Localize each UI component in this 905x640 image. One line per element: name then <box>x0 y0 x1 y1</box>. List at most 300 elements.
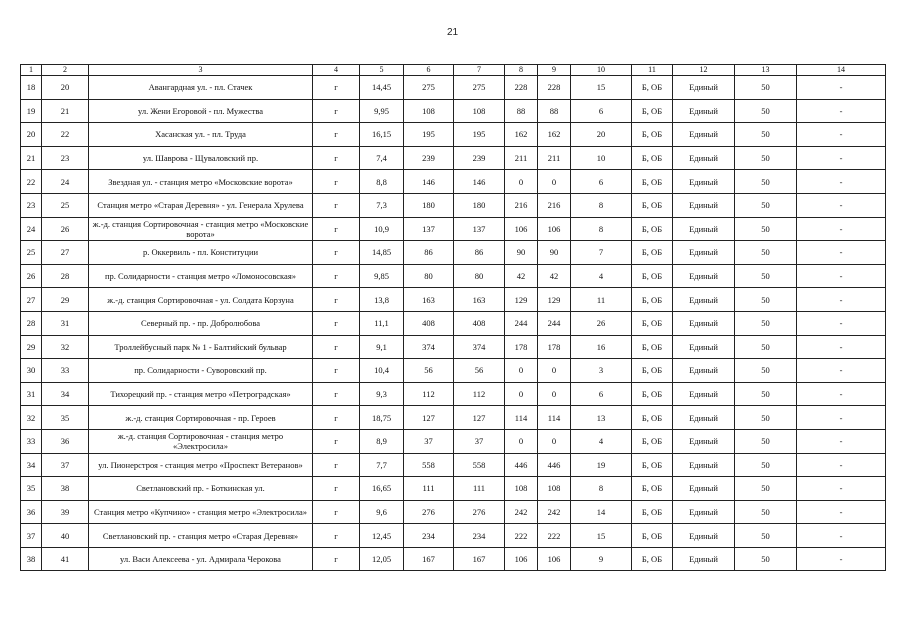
low-floor-total-cell: 129 <box>505 288 538 312</box>
row-index-cell: 33 <box>21 429 42 453</box>
route-length-cell: 7,3 <box>360 193 404 217</box>
note-cell: - <box>797 406 886 430</box>
route-name-cell: ул. Шаврова - Щуваловский пр. <box>89 146 313 170</box>
note-cell: - <box>797 76 886 100</box>
low-floor-total-cell: 244 <box>505 311 538 335</box>
note-cell: - <box>797 146 886 170</box>
table-row <box>21 241 886 265</box>
percent-cell: 50 <box>735 429 797 453</box>
capacity-class-cell: 558 <box>454 453 505 477</box>
capacity-total-cell: 275 <box>404 76 454 100</box>
route-number-cell: 29 <box>42 288 89 312</box>
note-cell: - <box>797 193 886 217</box>
route-name-cell: ж.-д. станция Сортировочная - ул. Солдата Корзуна <box>89 288 313 312</box>
capacity-total-cell: 127 <box>404 406 454 430</box>
route-length-cell: 12,45 <box>360 524 404 548</box>
vehicle-count-cell: 10 <box>571 146 632 170</box>
note-cell: - <box>797 382 886 406</box>
low-floor-class-cell: 242 <box>538 500 571 524</box>
low-floor-total-cell: 242 <box>505 500 538 524</box>
tariff-cell: Единый <box>673 146 735 170</box>
low-floor-class-cell: 178 <box>538 335 571 359</box>
column-header: 2 <box>42 65 89 76</box>
tariff-cell: Единый <box>673 382 735 406</box>
percent-cell: 50 <box>735 500 797 524</box>
low-floor-total-cell: 90 <box>505 241 538 265</box>
capacity-total-cell: 408 <box>404 311 454 335</box>
table-row <box>21 170 886 194</box>
route-number-cell: 37 <box>42 453 89 477</box>
capacity-total-cell: 56 <box>404 359 454 383</box>
low-floor-total-cell: 162 <box>505 123 538 147</box>
vehicle-count-cell: 14 <box>571 500 632 524</box>
route-name-cell: Светлановский пр. - Боткинская ул. <box>89 477 313 501</box>
route-name-cell: ул. Жени Егоровой - пл. Мужества <box>89 99 313 123</box>
low-floor-total-cell: 0 <box>505 382 538 406</box>
table-row <box>21 382 886 406</box>
capacity-total-cell: 163 <box>404 288 454 312</box>
low-floor-class-cell: 114 <box>538 406 571 430</box>
low-floor-total-cell: 0 <box>505 359 538 383</box>
low-floor-class-cell: 0 <box>538 429 571 453</box>
capacity-class-cell: 86 <box>454 241 505 265</box>
row-index-cell: 31 <box>21 382 42 406</box>
low-floor-class-cell: 446 <box>538 453 571 477</box>
vehicle-class-cell: Б, ОБ <box>632 217 673 241</box>
tariff-cell: Единый <box>673 406 735 430</box>
row-index-cell: 28 <box>21 311 42 335</box>
route-length-cell: 14,85 <box>360 241 404 265</box>
capacity-total-cell: 195 <box>404 123 454 147</box>
route-type-cell: г <box>313 359 360 383</box>
route-number-cell: 28 <box>42 264 89 288</box>
tariff-cell: Единый <box>673 193 735 217</box>
table-row <box>21 429 886 453</box>
row-index-cell: 22 <box>21 170 42 194</box>
column-header: 12 <box>673 65 735 76</box>
percent-cell: 50 <box>735 99 797 123</box>
table-row <box>21 359 886 383</box>
vehicle-count-cell: 15 <box>571 76 632 100</box>
capacity-class-cell: 167 <box>454 547 505 571</box>
capacity-total-cell: 111 <box>404 477 454 501</box>
low-floor-total-cell: 106 <box>505 547 538 571</box>
row-index-cell: 32 <box>21 406 42 430</box>
note-cell: - <box>797 453 886 477</box>
capacity-total-cell: 146 <box>404 170 454 194</box>
capacity-class-cell: 239 <box>454 146 505 170</box>
low-floor-class-cell: 211 <box>538 146 571 170</box>
route-length-cell: 13,8 <box>360 288 404 312</box>
route-length-cell: 16,65 <box>360 477 404 501</box>
route-name-cell: р. Оккервиль - пл. Конституции <box>89 241 313 265</box>
table-row <box>21 335 886 359</box>
percent-cell: 50 <box>735 288 797 312</box>
row-index-cell: 20 <box>21 123 42 147</box>
route-type-cell: г <box>313 406 360 430</box>
tariff-cell: Единый <box>673 288 735 312</box>
capacity-class-cell: 111 <box>454 477 505 501</box>
vehicle-class-cell: Б, ОБ <box>632 311 673 335</box>
route-number-cell: 38 <box>42 477 89 501</box>
low-floor-class-cell: 228 <box>538 76 571 100</box>
vehicle-class-cell: Б, ОБ <box>632 76 673 100</box>
capacity-class-cell: 37 <box>454 429 505 453</box>
note-cell: - <box>797 311 886 335</box>
route-type-cell: г <box>313 311 360 335</box>
percent-cell: 50 <box>735 146 797 170</box>
capacity-total-cell: 374 <box>404 335 454 359</box>
low-floor-total-cell: 114 <box>505 406 538 430</box>
route-number-cell: 39 <box>42 500 89 524</box>
percent-cell: 50 <box>735 406 797 430</box>
vehicle-class-cell: Б, ОБ <box>632 123 673 147</box>
route-type-cell: г <box>313 500 360 524</box>
route-number-cell: 41 <box>42 547 89 571</box>
routes-table <box>20 64 886 571</box>
capacity-total-cell: 108 <box>404 99 454 123</box>
note-cell: - <box>797 335 886 359</box>
percent-cell: 50 <box>735 241 797 265</box>
route-type-cell: г <box>313 429 360 453</box>
percent-cell: 50 <box>735 547 797 571</box>
column-header: 3 <box>89 65 313 76</box>
route-number-cell: 22 <box>42 123 89 147</box>
header-row <box>21 65 886 76</box>
percent-cell: 50 <box>735 477 797 501</box>
table-row <box>21 146 886 170</box>
capacity-total-cell: 276 <box>404 500 454 524</box>
route-number-cell: 36 <box>42 429 89 453</box>
vehicle-class-cell: Б, ОБ <box>632 335 673 359</box>
route-length-cell: 8,9 <box>360 429 404 453</box>
capacity-class-cell: 195 <box>454 123 505 147</box>
column-header: 5 <box>360 65 404 76</box>
vehicle-count-cell: 3 <box>571 359 632 383</box>
tariff-cell: Единый <box>673 477 735 501</box>
capacity-class-cell: 275 <box>454 76 505 100</box>
route-name-cell: Авангардная ул. - пл. Стачек <box>89 76 313 100</box>
capacity-class-cell: 163 <box>454 288 505 312</box>
column-header: 10 <box>571 65 632 76</box>
route-number-cell: 27 <box>42 241 89 265</box>
vehicle-count-cell: 13 <box>571 406 632 430</box>
route-number-cell: 24 <box>42 170 89 194</box>
note-cell: - <box>797 524 886 548</box>
percent-cell: 50 <box>735 359 797 383</box>
tariff-cell: Единый <box>673 264 735 288</box>
low-floor-class-cell: 42 <box>538 264 571 288</box>
row-index-cell: 35 <box>21 477 42 501</box>
route-name-cell: Троллейбусный парк № 1 - Балтийский бульвар <box>89 335 313 359</box>
table-row <box>21 547 886 571</box>
capacity-class-cell: 80 <box>454 264 505 288</box>
low-floor-class-cell: 106 <box>538 217 571 241</box>
route-length-cell: 14,45 <box>360 76 404 100</box>
vehicle-class-cell: Б, ОБ <box>632 146 673 170</box>
route-type-cell: г <box>313 382 360 406</box>
route-length-cell: 18,75 <box>360 406 404 430</box>
note-cell: - <box>797 500 886 524</box>
row-index-cell: 27 <box>21 288 42 312</box>
table-row <box>21 76 886 100</box>
table-row <box>21 477 886 501</box>
low-floor-class-cell: 108 <box>538 477 571 501</box>
route-length-cell: 10,9 <box>360 217 404 241</box>
route-type-cell: г <box>313 217 360 241</box>
capacity-total-cell: 558 <box>404 453 454 477</box>
low-floor-class-cell: 244 <box>538 311 571 335</box>
route-number-cell: 25 <box>42 193 89 217</box>
route-name-cell: пр. Солидарности - Суворовский пр. <box>89 359 313 383</box>
route-type-cell: г <box>313 99 360 123</box>
capacity-total-cell: 80 <box>404 264 454 288</box>
percent-cell: 50 <box>735 217 797 241</box>
tariff-cell: Единый <box>673 76 735 100</box>
vehicle-count-cell: 26 <box>571 311 632 335</box>
low-floor-total-cell: 211 <box>505 146 538 170</box>
note-cell: - <box>797 264 886 288</box>
vehicle-count-cell: 16 <box>571 335 632 359</box>
route-type-cell: г <box>313 76 360 100</box>
vehicle-class-cell: Б, ОБ <box>632 382 673 406</box>
percent-cell: 50 <box>735 453 797 477</box>
low-floor-class-cell: 0 <box>538 382 571 406</box>
route-name-cell: Станция метро «Старая Деревня» - ул. Генерала Хрулева <box>89 193 313 217</box>
vehicle-class-cell: Б, ОБ <box>632 524 673 548</box>
row-index-cell: 30 <box>21 359 42 383</box>
route-length-cell: 10,4 <box>360 359 404 383</box>
vehicle-count-cell: 19 <box>571 453 632 477</box>
column-header: 7 <box>454 65 505 76</box>
tariff-cell: Единый <box>673 241 735 265</box>
vehicle-class-cell: Б, ОБ <box>632 429 673 453</box>
capacity-class-cell: 146 <box>454 170 505 194</box>
route-number-cell: 35 <box>42 406 89 430</box>
tariff-cell: Единый <box>673 311 735 335</box>
row-index-cell: 26 <box>21 264 42 288</box>
route-number-cell: 31 <box>42 311 89 335</box>
percent-cell: 50 <box>735 264 797 288</box>
route-length-cell: 9,95 <box>360 99 404 123</box>
route-length-cell: 11,1 <box>360 311 404 335</box>
vehicle-class-cell: Б, ОБ <box>632 547 673 571</box>
vehicle-class-cell: Б, ОБ <box>632 477 673 501</box>
table-row <box>21 193 886 217</box>
tariff-cell: Единый <box>673 524 735 548</box>
column-header: 1 <box>21 65 42 76</box>
capacity-class-cell: 137 <box>454 217 505 241</box>
tariff-cell: Единый <box>673 429 735 453</box>
row-index-cell: 34 <box>21 453 42 477</box>
route-name-cell: ж.-д. станция Сортировочная - станция метро «Электросила» <box>89 429 313 453</box>
tariff-cell: Единый <box>673 453 735 477</box>
table-row <box>21 453 886 477</box>
table-row <box>21 217 886 241</box>
route-name-cell: ул. Васи Алексеева - ул. Адмирала Черокова <box>89 547 313 571</box>
note-cell: - <box>797 123 886 147</box>
low-floor-class-cell: 90 <box>538 241 571 265</box>
capacity-class-cell: 408 <box>454 311 505 335</box>
percent-cell: 50 <box>735 123 797 147</box>
route-type-cell: г <box>313 453 360 477</box>
route-number-cell: 21 <box>42 99 89 123</box>
route-name-cell: Хасанская ул. - пл. Труда <box>89 123 313 147</box>
note-cell: - <box>797 477 886 501</box>
table-row <box>21 311 886 335</box>
tariff-cell: Единый <box>673 170 735 194</box>
capacity-class-cell: 112 <box>454 382 505 406</box>
capacity-class-cell: 234 <box>454 524 505 548</box>
percent-cell: 50 <box>735 524 797 548</box>
row-index-cell: 37 <box>21 524 42 548</box>
low-floor-class-cell: 88 <box>538 99 571 123</box>
note-cell: - <box>797 288 886 312</box>
route-name-cell: Светлановский пр. - станция метро «Старая Деревня» <box>89 524 313 548</box>
row-index-cell: 24 <box>21 217 42 241</box>
row-index-cell: 18 <box>21 76 42 100</box>
capacity-class-cell: 180 <box>454 193 505 217</box>
tariff-cell: Единый <box>673 500 735 524</box>
route-number-cell: 40 <box>42 524 89 548</box>
capacity-total-cell: 234 <box>404 524 454 548</box>
capacity-total-cell: 86 <box>404 241 454 265</box>
low-floor-class-cell: 222 <box>538 524 571 548</box>
note-cell: - <box>797 547 886 571</box>
row-index-cell: 29 <box>21 335 42 359</box>
vehicle-class-cell: Б, ОБ <box>632 453 673 477</box>
route-type-cell: г <box>313 524 360 548</box>
capacity-class-cell: 56 <box>454 359 505 383</box>
low-floor-total-cell: 216 <box>505 193 538 217</box>
route-length-cell: 9,6 <box>360 500 404 524</box>
route-length-cell: 7,7 <box>360 453 404 477</box>
route-name-cell: Северный пр. - пр. Добролюбова <box>89 311 313 335</box>
low-floor-class-cell: 129 <box>538 288 571 312</box>
note-cell: - <box>797 429 886 453</box>
vehicle-count-cell: 20 <box>571 123 632 147</box>
tariff-cell: Единый <box>673 123 735 147</box>
note-cell: - <box>797 99 886 123</box>
low-floor-total-cell: 0 <box>505 429 538 453</box>
route-name-cell: Станция метро «Купчино» - станция метро «Электросила» <box>89 500 313 524</box>
tariff-cell: Единый <box>673 99 735 123</box>
vehicle-count-cell: 7 <box>571 241 632 265</box>
note-cell: - <box>797 241 886 265</box>
capacity-total-cell: 239 <box>404 146 454 170</box>
low-floor-class-cell: 0 <box>538 359 571 383</box>
route-type-cell: г <box>313 288 360 312</box>
route-number-cell: 20 <box>42 76 89 100</box>
vehicle-class-cell: Б, ОБ <box>632 500 673 524</box>
vehicle-count-cell: 9 <box>571 547 632 571</box>
vehicle-count-cell: 4 <box>571 429 632 453</box>
percent-cell: 50 <box>735 335 797 359</box>
percent-cell: 50 <box>735 311 797 335</box>
row-index-cell: 21 <box>21 146 42 170</box>
table-row <box>21 99 886 123</box>
percent-cell: 50 <box>735 193 797 217</box>
vehicle-class-cell: Б, ОБ <box>632 288 673 312</box>
capacity-total-cell: 167 <box>404 547 454 571</box>
percent-cell: 50 <box>735 76 797 100</box>
vehicle-count-cell: 15 <box>571 524 632 548</box>
percent-cell: 50 <box>735 170 797 194</box>
route-length-cell: 16,15 <box>360 123 404 147</box>
table-body <box>21 76 886 571</box>
route-name-cell: Звездная ул. - станция метро «Московские ворота» <box>89 170 313 194</box>
route-number-cell: 23 <box>42 146 89 170</box>
tariff-cell: Единый <box>673 335 735 359</box>
vehicle-count-cell: 6 <box>571 382 632 406</box>
table-row <box>21 406 886 430</box>
row-index-cell: 38 <box>21 547 42 571</box>
low-floor-class-cell: 216 <box>538 193 571 217</box>
route-length-cell: 9,1 <box>360 335 404 359</box>
row-index-cell: 19 <box>21 99 42 123</box>
route-name-cell: ж.-д. станция Сортировочная - пр. Героев <box>89 406 313 430</box>
vehicle-class-cell: Б, ОБ <box>632 193 673 217</box>
capacity-class-cell: 108 <box>454 99 505 123</box>
route-name-cell: Тихорецкий пр. - станция метро «Петроградская» <box>89 382 313 406</box>
low-floor-total-cell: 222 <box>505 524 538 548</box>
route-length-cell: 8,8 <box>360 170 404 194</box>
vehicle-class-cell: Б, ОБ <box>632 170 673 194</box>
low-floor-class-cell: 106 <box>538 547 571 571</box>
note-cell: - <box>797 359 886 383</box>
capacity-total-cell: 137 <box>404 217 454 241</box>
vehicle-class-cell: Б, ОБ <box>632 241 673 265</box>
table-row <box>21 123 886 147</box>
column-header: 13 <box>735 65 797 76</box>
vehicle-count-cell: 8 <box>571 217 632 241</box>
column-header: 8 <box>505 65 538 76</box>
vehicle-class-cell: Б, ОБ <box>632 406 673 430</box>
capacity-class-cell: 276 <box>454 500 505 524</box>
low-floor-total-cell: 106 <box>505 217 538 241</box>
table-row <box>21 500 886 524</box>
route-type-cell: г <box>313 547 360 571</box>
route-type-cell: г <box>313 146 360 170</box>
route-length-cell: 9,85 <box>360 264 404 288</box>
route-type-cell: г <box>313 264 360 288</box>
note-cell: - <box>797 170 886 194</box>
vehicle-count-cell: 6 <box>571 99 632 123</box>
low-floor-total-cell: 42 <box>505 264 538 288</box>
vehicle-count-cell: 4 <box>571 264 632 288</box>
route-length-cell: 9,3 <box>360 382 404 406</box>
low-floor-total-cell: 88 <box>505 99 538 123</box>
route-type-cell: г <box>313 170 360 194</box>
route-name-cell: ж.-д. станция Сортировочная - станция метро «Московские ворота» <box>89 217 313 241</box>
tariff-cell: Единый <box>673 217 735 241</box>
row-index-cell: 36 <box>21 500 42 524</box>
route-type-cell: г <box>313 477 360 501</box>
capacity-total-cell: 37 <box>404 429 454 453</box>
vehicle-count-cell: 6 <box>571 170 632 194</box>
capacity-total-cell: 180 <box>404 193 454 217</box>
tariff-cell: Единый <box>673 547 735 571</box>
route-length-cell: 12,05 <box>360 547 404 571</box>
vehicle-class-cell: Б, ОБ <box>632 99 673 123</box>
low-floor-total-cell: 178 <box>505 335 538 359</box>
tariff-cell: Единый <box>673 359 735 383</box>
table-row <box>21 524 886 548</box>
column-header: 14 <box>797 65 886 76</box>
low-floor-total-cell: 228 <box>505 76 538 100</box>
table-row <box>21 264 886 288</box>
vehicle-count-cell: 8 <box>571 477 632 501</box>
